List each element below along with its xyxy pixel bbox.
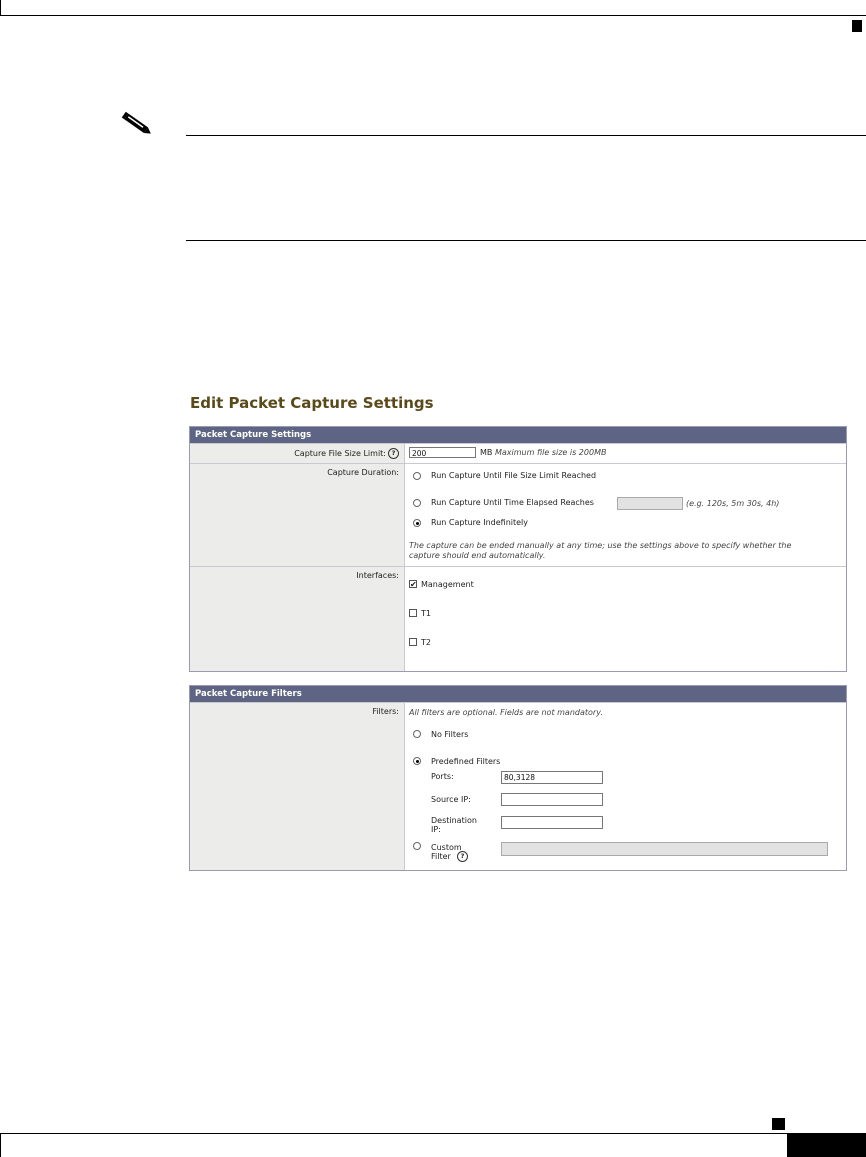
pencil-icon bbox=[120, 111, 156, 137]
duration-time-elapsed-radio[interactable] bbox=[413, 499, 421, 507]
duration-indefinite-radio[interactable] bbox=[413, 519, 421, 527]
capture-filters-panel bbox=[189, 685, 847, 871]
capture-settings-panel bbox=[189, 426, 847, 672]
filters-value-cell bbox=[405, 703, 846, 870]
capture-settings-header: Packet Capture Settings bbox=[190, 427, 846, 443]
custom-filter-radio[interactable] bbox=[413, 842, 421, 850]
file-size-row bbox=[190, 443, 846, 463]
interfaces-row bbox=[190, 566, 846, 671]
custom-filter-input[interactable] bbox=[501, 842, 828, 856]
interfaces-value-cell bbox=[405, 567, 846, 671]
ports-input[interactable]: 80,3128 bbox=[501, 771, 603, 784]
predefined-filters-label: Predefined Filters bbox=[431, 757, 501, 766]
page-footer-corner-mark bbox=[0, 1133, 1, 1157]
custom-filter-label-line1: Custom bbox=[431, 843, 462, 852]
duration-indefinite-label: Run Capture Indefinitely bbox=[431, 518, 529, 527]
time-elapsed-input[interactable] bbox=[617, 497, 683, 510]
note-bottom-rule bbox=[186, 240, 866, 241]
filters-label: Filters: bbox=[372, 707, 399, 716]
file-size-label: Capture File Size Limit: bbox=[294, 449, 386, 458]
interfaces-label: Interfaces: bbox=[356, 571, 399, 580]
capture-filters-header: Packet Capture Filters bbox=[190, 686, 846, 702]
destination-ip-input[interactable] bbox=[501, 816, 603, 829]
capture-duration-row bbox=[190, 463, 846, 566]
management-label: Management bbox=[421, 580, 474, 589]
page-header-marker bbox=[852, 20, 862, 32]
note-top-rule bbox=[186, 135, 866, 136]
duration-note-line1: The capture can be ended manually at any time; use the settings above to specify whether the bbox=[409, 541, 792, 550]
file-size-label-cell bbox=[190, 444, 405, 463]
source-ip-input[interactable] bbox=[501, 793, 603, 806]
management-checkbox[interactable]: ✔ bbox=[410, 580, 417, 589]
page-title: Edit Packet Capture Settings bbox=[190, 394, 434, 412]
duration-time-elapsed-label: Run Capture Until Time Elapsed Reaches bbox=[431, 498, 594, 507]
capture-duration-label: Capture Duration: bbox=[327, 468, 399, 477]
filters-hint: All filters are optional. Fields are not mandatory. bbox=[409, 708, 603, 717]
t2-label: T2 bbox=[421, 638, 431, 647]
page-header-rule bbox=[0, 15, 866, 16]
page-footer-rule bbox=[0, 1133, 866, 1134]
destination-ip-label-line2: IP: bbox=[431, 825, 441, 834]
filters-label-cell bbox=[190, 703, 405, 870]
duration-note-line2: capture should end automatically. bbox=[409, 551, 546, 560]
source-ip-label: Source IP: bbox=[431, 795, 471, 804]
time-elapsed-hint: (e.g. 120s, 5m 30s, 4h) bbox=[686, 499, 780, 508]
file-size-input[interactable]: 200 bbox=[409, 447, 476, 458]
capture-duration-label-cell bbox=[190, 464, 405, 566]
destination-ip-label-line1: Destination bbox=[431, 816, 477, 825]
file-size-unit: MB bbox=[480, 448, 493, 457]
no-filters-label: No Filters bbox=[431, 730, 469, 739]
page-footer-marker bbox=[772, 1118, 785, 1130]
help-icon[interactable]: ? bbox=[388, 448, 399, 459]
t1-label: T1 bbox=[421, 609, 431, 618]
no-filters-radio[interactable] bbox=[413, 730, 421, 738]
help-icon[interactable]: ? bbox=[457, 851, 468, 862]
filters-row bbox=[190, 702, 846, 870]
t1-checkbox[interactable] bbox=[409, 609, 417, 617]
capture-duration-value-cell bbox=[405, 464, 846, 566]
duration-file-size-label: Run Capture Until File Size Limit Reached bbox=[431, 471, 597, 480]
duration-file-size-radio[interactable] bbox=[413, 472, 421, 480]
page-number-tab bbox=[787, 1133, 866, 1157]
file-size-value-cell bbox=[405, 444, 846, 463]
t2-checkbox[interactable] bbox=[409, 638, 417, 646]
file-size-hint: Maximum file size is 200MB bbox=[495, 448, 607, 457]
interfaces-label-cell bbox=[190, 567, 405, 671]
page-corner-mark bbox=[0, 0, 1, 16]
predefined-filters-radio[interactable] bbox=[413, 757, 421, 765]
custom-filter-label-line2: Filter bbox=[431, 852, 451, 861]
ports-label: Ports: bbox=[431, 772, 454, 781]
